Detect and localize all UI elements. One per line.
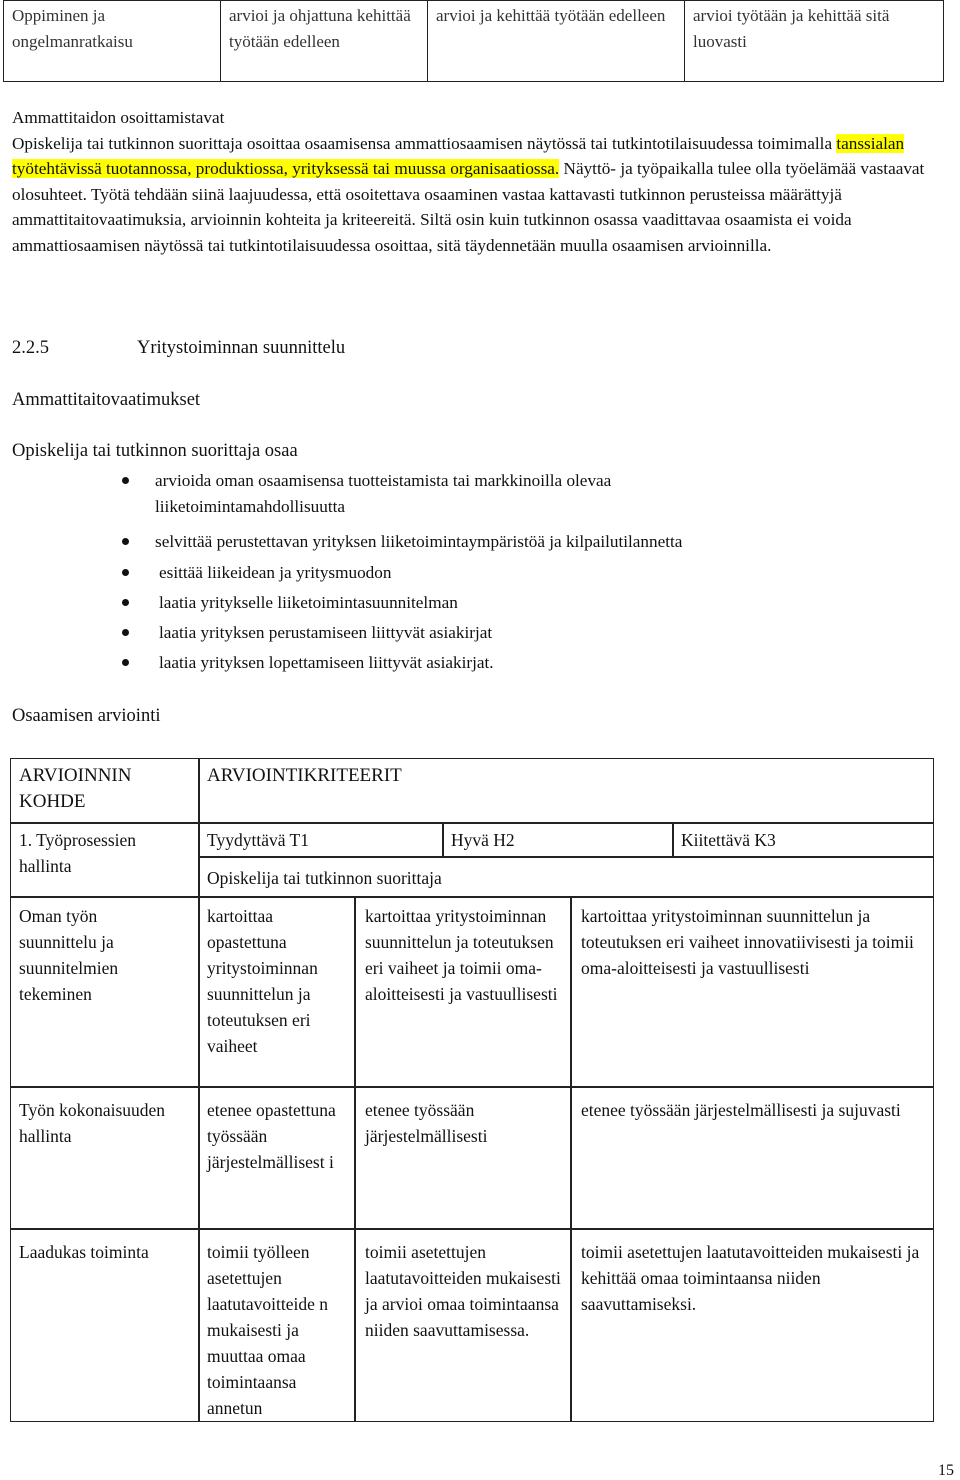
row1-target: Oman työn suunnittelu ja suunnitelmien tekeminen	[19, 906, 119, 1004]
bullet-dot-icon	[122, 569, 129, 576]
row2-target: Työn kokonaisuuden hallinta	[19, 1100, 166, 1146]
subject: Opiskelija tai tutkinnon suorittaja	[207, 868, 442, 888]
group-title: 1. Työprosessien hallinta	[19, 830, 137, 876]
row2-target-cell	[10, 1086, 200, 1230]
subject-cell	[198, 856, 934, 898]
bullet-text: laatia yrityksen perustamiseen liittyvät asiakirjat	[159, 623, 493, 642]
criteria-continuation-table	[3, 0, 944, 82]
section-title: Yritystoiminnan suunnittelu	[137, 338, 346, 358]
header-criteria: ARVIOINTIKRITEERIT	[207, 765, 402, 786]
demonstration-text-before: Opiskelija tai tutkinnon suorittaja osoittaa osaamisensa ammattiosaamisen näytössä tai tutkintotilaisuudessa toimimalla	[12, 133, 837, 153]
top-cell-h2: arvioi ja kehittää työtään edelleen	[428, 1, 685, 82]
grade-h2-cell	[442, 822, 674, 858]
section-number: 2.2.5	[12, 338, 49, 358]
top-cell-t1: arvioi ja ohjattuna kehittää työtään edelleen	[221, 1, 428, 82]
grade-k3-cell	[672, 822, 934, 858]
row2-t1: etenee opastettuna työssään järjestelmällisest i	[207, 1100, 336, 1172]
row3-h2-cell	[354, 1228, 572, 1422]
bullet-dot-icon	[122, 538, 129, 545]
bullet-item	[125, 468, 745, 520]
bullet-text: laatia yritykselle liiketoimintasuunnitelman	[159, 593, 458, 612]
header-target: ARVIOINNIN KOHDE	[19, 765, 132, 812]
row3-t1: toimii työlleen asetettujen laatutavoitteide n mukaisesti ja muuttaa omaa toimintaansa annetun	[207, 1242, 328, 1418]
row2-k3-cell	[570, 1086, 934, 1230]
row2-h2-cell	[354, 1086, 572, 1230]
row2-h2: etenee työssään järjestelmällisesti	[365, 1100, 488, 1146]
top-cell-k3: arvioi työtään ja kehittää sitä luovasti	[685, 1, 944, 82]
bullet-dot-icon	[122, 629, 129, 636]
group-title-cell	[10, 822, 200, 898]
row1-h2-cell	[354, 896, 572, 1088]
row1-t1: kartoittaa opastettuna yritystoiminnan suunnittelun ja toteutuksen eri vaiheet	[207, 906, 318, 1056]
bullet-dot-icon	[122, 599, 129, 606]
grade-k3: Kiitettävä K3	[681, 830, 776, 850]
row3-target: Laadukas toiminta	[19, 1242, 149, 1262]
row2-t1-cell	[198, 1086, 356, 1230]
grade-h2: Hyvä H2	[451, 830, 515, 850]
demonstration-text-after: Näyttö- ja työpaikalla tulee olla työelämää vastaavat olosuhteet. Työtä tehdään siinä laajuudessa, että osoitettava osaaminen vastaa kattavasti tutkinnon perusteissa määrättyjä ammattitaitovaatimuksia, arvioinnin kohteita ja kriteereitä. Siltä osin kuin tutkinnon osassa vaadittavaa osaamista ei voida ammattiosaamisen näytössä tai tutkintotilaisuudessa osoittaa, sitä täydennetään muulla osaamisen arvioinnilla.	[12, 159, 925, 255]
row3-k3: toimii asetettujen laatutavoitteiden mukaisesti ja kehittää omaa toimintaansa niiden saavuttamiseksi.	[581, 1242, 920, 1314]
bullet-text: esittää liikeidean ja yritysmuodon	[159, 563, 392, 582]
row1-k3-cell	[570, 896, 934, 1088]
bullet-text: arvioida oman osaamisensa tuotteistamista tai markkinoilla olevaa liiketoimintamahdollisuutta	[155, 471, 612, 516]
row1-k3: kartoittaa yritystoiminnan suunnittelun ja toteutuksen eri vaiheet innovatiivisesti ja toimii oma-aloitteisesti ja vastuullisesti	[581, 906, 914, 978]
demonstration-block	[12, 105, 947, 258]
row3-h2: toimii asetettujen laatutavoitteiden mukaisesti ja arvioi omaa toimintaansa niiden saavuttamisessa.	[365, 1242, 561, 1340]
header-criteria-cell	[198, 758, 934, 824]
demonstration-text	[12, 131, 947, 259]
row1-target-cell	[10, 896, 200, 1088]
grade-t1: Tyydyttävä T1	[207, 830, 309, 850]
top-cell-target: Oppiminen ja ongelmanratkaisu	[4, 1, 221, 82]
requirements-title: Ammattitaitovaatimukset	[12, 390, 201, 410]
row1-t1-cell	[198, 896, 356, 1088]
header-target-cell	[10, 758, 200, 824]
page-number: 15	[938, 1462, 954, 1479]
requirements-intro: Opiskelija tai tutkinnon suorittaja osaa	[12, 441, 298, 461]
bullet-text: laatia yrityksen lopettamiseen liittyvät asiakirjat.	[159, 653, 494, 672]
grade-t1-cell	[198, 822, 444, 858]
demonstration-title: Ammattitaidon osoittamistavat	[12, 108, 225, 127]
row3-target-cell	[10, 1228, 200, 1422]
row3-k3-cell	[570, 1228, 934, 1422]
bullet-dot-icon	[122, 477, 129, 484]
highlighted-text: tanssialan työtehtävissä tuotannossa, produktiossa, yrityksessä tai muussa organisaatiossa.	[12, 133, 905, 178]
assessment-title: Osaamisen arviointi	[12, 706, 161, 726]
row3-t1-cell	[198, 1228, 356, 1422]
row2-k3: etenee työssään järjestelmällisesti ja sujuvasti	[581, 1100, 901, 1120]
bullet-text: selvittää perustettavan yrityksen liiketoimintaympäristöä ja kilpailutilannetta	[155, 532, 683, 551]
row1-h2: kartoittaa yritystoiminnan suunnittelun ja toteutuksen eri vaiheet ja toimii oma-aloitteisesti ja vastuullisesti	[365, 906, 558, 1004]
bullet-dot-icon	[122, 659, 129, 666]
